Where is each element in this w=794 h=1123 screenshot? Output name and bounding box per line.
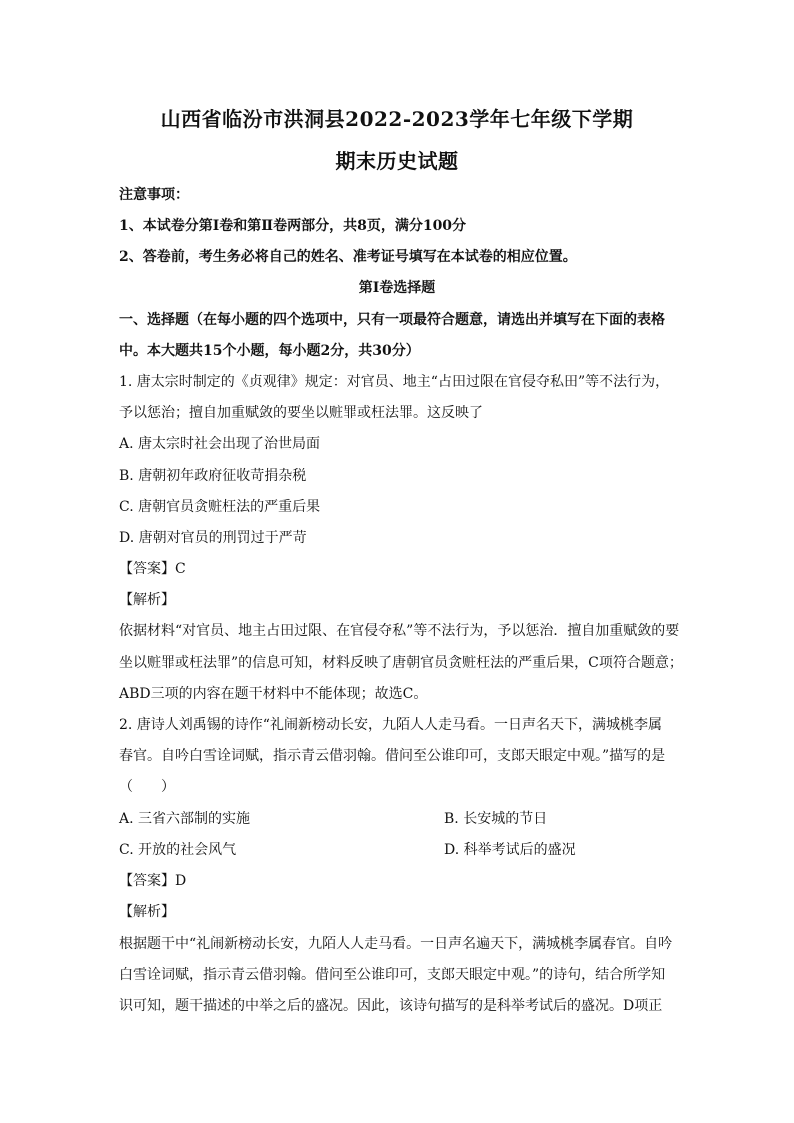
notice-item-1: 1、本试卷分第Ⅰ卷和第Ⅱ卷两部分，共8页，满分100分 <box>119 218 467 234</box>
q2-answer: 【答案】D <box>119 873 187 889</box>
q2-analysis-line2: 白雪诠词赋，指示青云借羽翰。借问至公谁印可，支郎天眼定中观。”的诗句，结合所学知 <box>119 967 666 983</box>
q1-option-d: D. 唐朝对官员的刑罚过于严苛 <box>119 530 307 546</box>
exam-title-line1: 山西省临汾市洪洞县2022-2023学年七年级下学期 <box>160 107 634 131</box>
q1-answer: 【答案】C <box>119 561 186 577</box>
q2-stem-line1: 2. 唐诗人刘禹锡的诗作“礼闹新榜动长安，九陌人人走马看。一日声名天下，满城桃李属 <box>119 717 662 733</box>
q2-option-c: C. 开放的社会风气 <box>119 842 237 858</box>
q2-analysis-line1: 根据题干中“礼闹新榜动长安，九陌人人走马看。一日声名遍天下，满城桃李属春官。自吟 <box>119 936 673 952</box>
q1-option-b: B. 唐朝初年政府征收苛捐杂税 <box>119 468 307 484</box>
q2-analysis-heading: 【解析】 <box>119 904 175 920</box>
q1-analysis-heading: 【解析】 <box>119 592 175 608</box>
section-instructions-line2: 中。本大题共15个小题，每小题2分，共30分） <box>119 343 420 359</box>
q1-analysis-line1: 依据材料“对官员、地主占田过限、在官侵夺私”等不法行为，予以惩治．擅自加重赋敛的要 <box>119 623 680 639</box>
q1-analysis-line3: ABD三项的内容在题干材料中不能体现；故选C。 <box>119 686 428 702</box>
q1-option-c: C. 唐朝官员贪赃枉法的严重后果 <box>119 499 321 515</box>
notice-item-2: 2、答卷前，考生务必将自己的姓名、准考证号填写在本试卷的相应位置。 <box>119 249 577 265</box>
q1-option-a: A. 唐太宗时社会出现了治世局面 <box>119 436 321 452</box>
q1-stem-line2: 予以惩治；擅自加重赋敛的要坐以赃罪或枉法罪。这反映了 <box>119 405 483 421</box>
q2-option-a: A. 三省六部制的实施 <box>119 811 251 827</box>
q2-stem-line2: 春官。自吟白雪诠词赋，指示青云借羽翰。借问至公谁印可，支郎天眼定中观。”描写的是 <box>119 748 666 764</box>
q2-analysis-line3: 识可知，题干描述的中举之后的盛况。因此，该诗句描写的是科举考试后的盛况。D项正 <box>119 998 663 1014</box>
exam-title-line2: 期末历史试题 <box>335 149 459 173</box>
volume-title: 第Ⅰ卷选择题 <box>358 280 436 296</box>
q2-option-d: D. 科举考试后的盛况 <box>444 842 576 858</box>
q1-stem-line1: 1. 唐太宗时制定的《贞观律》规定：对官员、地主“占田过限在官侵夺私田”等不法行为， <box>119 374 670 390</box>
q1-analysis-line2: 坐以赃罪或枉法罪”的信息可知，材料反映了唐朝官员贪赃枉法的严重后果，C项符合题意； <box>119 655 683 671</box>
section-instructions-line1: 一、选择题（在每小题的四个选项中，只有一项最符合题意，请选出并填写在下面的表格 <box>119 312 665 328</box>
q2-option-b: B. 长安城的节日 <box>444 811 548 827</box>
notice-heading: 注意事项： <box>119 187 189 203</box>
q2-stem-line3: （ ） <box>119 779 175 795</box>
